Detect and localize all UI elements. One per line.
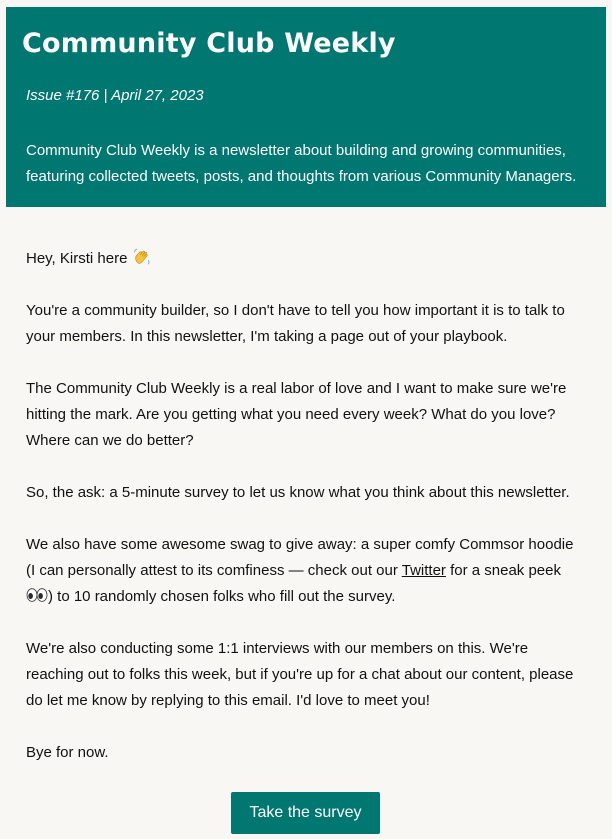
swag-text-start: We also have some awesome swag to give away: a super comfy Commsor hoodie (I can personally attest to its comfiness — check out our [26, 536, 574, 579]
swag-text-middle: for a sneak peek [445, 562, 561, 579]
survey-ask-paragraph: So, the ask: a 5-minute survey to let us know what you think about this newsletter. [26, 484, 570, 501]
greeting-text: Hey, Kirsti here [26, 250, 128, 267]
newsletter-title: Community Club Weekly [22, 28, 396, 59]
newsletter-description: Community Club Weekly is a newsletter about building and growing communities, featuring collected tweets, posts, and thoughts from various Community Managers. [26, 142, 577, 185]
take-survey-button[interactable]: Take the survey [231, 792, 380, 834]
waving-hand-icon [132, 247, 152, 267]
top-spacer [0, 0, 612, 7]
signoff: Bye for now. [26, 744, 109, 761]
issue-info: Issue #176 | April 27, 2023 [26, 87, 204, 104]
eyes-icon [26, 588, 48, 602]
greeting-paragraph [26, 246, 586, 272]
newsletter-header [6, 7, 606, 207]
feedback-paragraph: The Community Club Weekly is a real labor of love and I want to make sure we're hitting the mark. Are you getting what you need every week? What do you love? Where can we do better? [26, 380, 567, 449]
twitter-link[interactable]: Twitter [401, 562, 446, 579]
swag-paragraph [26, 532, 586, 610]
newsletter-body [26, 246, 586, 792]
interview-paragraph: We're also conducting some 1:1 interviews with our members on this. We're reaching out to folks this week, but if you're up for a chat about our content, please do let me know by replying to this email. I'd love to meet you! [26, 640, 574, 709]
swag-text-end: ) to 10 randomly chosen folks who fill out the survey. [48, 588, 396, 605]
intro-paragraph: You're a community builder, so I don't have to tell you how important it is to talk to your members. In this newsletter, I'm taking a page out of your playbook. [26, 302, 565, 345]
